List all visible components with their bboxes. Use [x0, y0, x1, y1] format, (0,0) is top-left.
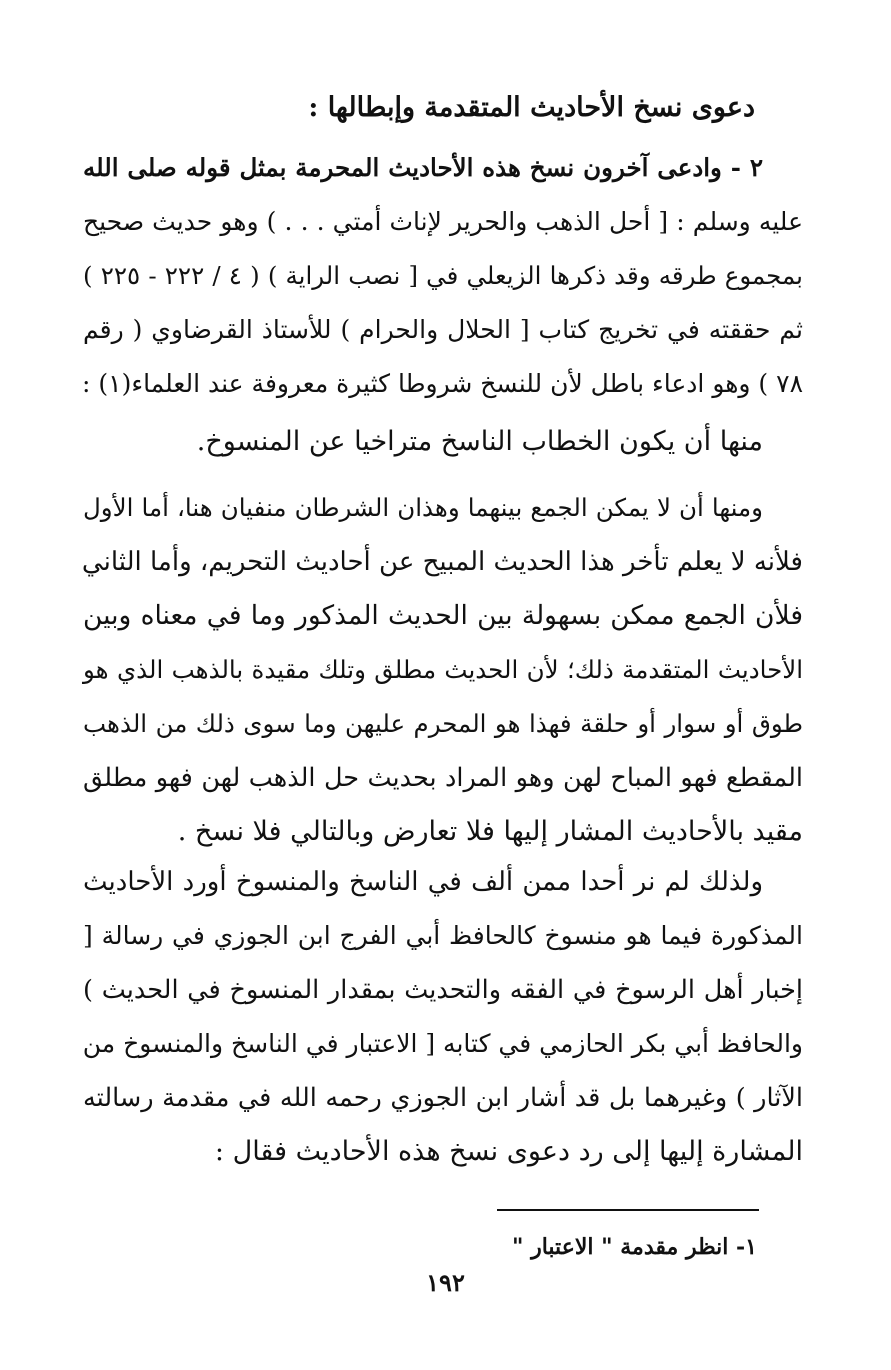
- text-line: ٢ - وادعى آخرون نسخ هذه الأحاديث المحرمة بمثل قوله صلى الله: [83, 153, 763, 182]
- text-line: ثم حققته في تخريج كتاب [ الحلال والحرام ) للأستاذ القرضاوي ( رقم: [83, 315, 803, 344]
- text-line: الآثار ) وغيرهما بل قد أشار ابن الجوزي رحمه الله في مقدمة رسالته: [83, 1083, 803, 1113]
- text-line: فلأنه لا يعلم تأخر هذا الحديث المبيح عن أحاديث التحريم، وأما الثاني: [81, 547, 803, 577]
- paragraph-condition-one: [83, 415, 803, 469]
- text-line: إخبار أهل الرسوخ في الفقه والتحديث بمقدار المنسوخ في الحديث ): [83, 975, 803, 1005]
- text-line: والحافظ أبي بكر الحازمي في كتابه [ الاعتبار في الناسخ والمنسوخ من: [82, 1029, 803, 1058]
- paragraph-claim: [83, 141, 803, 411]
- paragraph-condition-two: [83, 481, 803, 859]
- text-line: فلأن الجمع ممكن بسهولة بين الحديث المذكور وما في معناه وبين: [83, 600, 803, 631]
- section-heading: دعوى نسخ الأحاديث المتقدمة وإبطالها :: [308, 92, 755, 123]
- text-line: ولذلك لم نر أحدا ممن ألف في الناسخ والمنسوخ أورد الأحاديث: [83, 867, 763, 897]
- page-number: ١٩٢: [426, 1268, 465, 1297]
- text-line: بمجموع طرقه وقد ذكرها الزيعلي في [ نصب الراية ) ( ٤ / ٢٢٢ - ٢٢٥ ): [83, 261, 803, 290]
- text-line: المشارة إليها إلى رد دعوى نسخ هذه الأحاديث فقال :: [214, 1136, 803, 1167]
- text-line: طوق أو سوار أو حلقة فهذا هو المحرم عليهن وما سوى ذلك من الذهب: [83, 709, 803, 738]
- text-line: ومنها أن لا يمكن الجمع بينهما وهذان الشرطان منفيان هنا، أما الأول: [83, 493, 763, 522]
- text-line: عليه وسلم : [ أحل الذهب والحرير لإناث أمتي . . . ) وهو حديث صحيح: [83, 207, 803, 236]
- footnote: ١- انظر مقدمة " الاعتبار ": [511, 1234, 757, 1260]
- text-line: مقيد بالأحاديث المشار إليها فلا تعارض وبالتالي فلا نسخ .: [177, 816, 803, 847]
- text-line: المقطع فهو المباح لهن وهو المراد بحديث حل الذهب لهن فهو مطلق: [83, 763, 803, 793]
- text-line: منها أن يكون الخطاب الناسخ متراخيا عن المنسوخ.: [196, 426, 763, 457]
- text-line: ٧٨ ) وهو ادعاء باطل لأن للنسخ شروطا كثيرة معروفة عند العلماء(١) :: [82, 369, 803, 398]
- footnote-divider: [497, 1209, 759, 1211]
- text-line: الأحاديث المتقدمة ذلك؛ لأن الحديث مطلق وتلك مقيدة بالذهب الذي هو: [83, 655, 803, 684]
- paragraph-scholars: [83, 855, 803, 1179]
- text-line: المذكورة فيما هو منسوخ كالحافظ أبي الفرج ابن الجوزي في رسالة [: [83, 921, 803, 950]
